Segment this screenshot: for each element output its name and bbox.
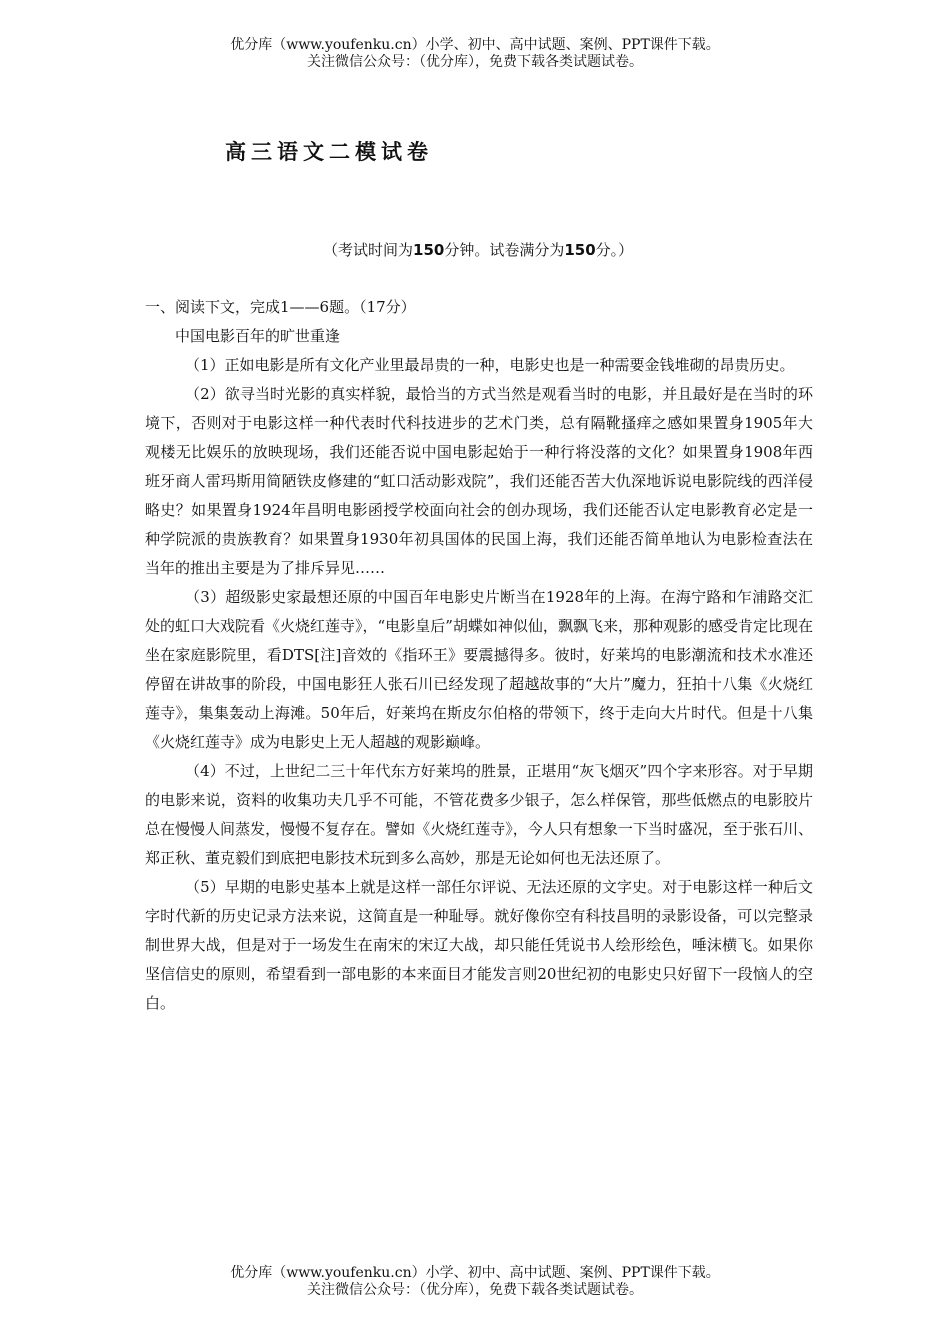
exam-info: [323, 239, 633, 260]
exam-score-value: 150: [564, 241, 596, 259]
paragraph-1: （1）正如电影是所有文化产业里最昂贵的一种，电影史也是一种需要金钱堆砌的昂贵历史。: [185, 356, 795, 374]
reading-section: [145, 293, 813, 1018]
page-footer: [0, 1265, 950, 1299]
exam-info-prefix: （考试时间为: [323, 241, 414, 259]
exam-time-value: 150: [413, 241, 445, 259]
paragraph-5: （5）早期的电影史基本上就是这样一部任尔评说、无法还原的文字史。对于电影这样一种后文字时代新的历史记录方法来说，这简直是一种耻辱。就好像你空有科技昌明的录影设备，可以完整录制世界大战，但是对于一场发生在南宋的宋辽大战，却只能任凭说书人绘形绘色，唾沫横飞。如果你坚信信史的原则，希望看到一部电影的本来面目才能发言则20世纪初的电影史只好留下一段恼人的空白。: [145, 878, 813, 1012]
paragraph-2: （2）欲寻当时光影的真实样貌，最恰当的方式当然是观看当时的电影，并且最好是在当时的环境下，否则对于电影这样一种代表时代科技进步的艺术门类，总有隔靴搔痒之感如果置身1905年大观楼无比娱乐的放映现场，我们还能否说中国电影起始于一种行将没落的文化？如果置身1908年西班牙商人雷玛斯用简陋铁皮修建的“虹口活动影戏院”，我们还能否苦大仇深地诉说电影院线的西洋侵略史？如果置身1924年昌明电影函授学校面向社会的创办现场，我们还能否认定电影教育必定是一种学院派的贵族教育？如果置身1930年初具国体的民国上海，我们还能否简单地认为电影检查法在当年的推出主要是为了排斥异见……: [145, 385, 813, 577]
footer-line-1: 优分库（www.youfenku.cn）小学、初中、高中试题、案例、PPT课件下载。: [230, 1265, 720, 1281]
paragraph-3: （3）超级影史家最想还原的中国百年电影史片断当在1928年的上海。在海宁路和乍浦路交汇处的虹口大戏院看《火烧红莲寺》，“电影皇后”胡蝶如神似仙，飘飘飞来，那种观影的感受肯定比现在坐在家庭影院里，看DTS[注]音效的《指环王》要震撼得多。彼时，好莱坞的电影潮流和技术水准还停留在讲故事的阶段，中国电影狂人张石川已经发现了超越故事的“大片”魔力，狂拍十八集《火烧红莲寺》，集集轰动上海滩。50年后，好莱坞在斯皮尔伯格的带领下，终于走向大片时代。但是十八集《火烧红莲寺》成为电影史上无人超越的观影巅峰。: [145, 588, 813, 751]
exam-info-suffix: 分。）: [595, 241, 634, 259]
header-line-2: 关注微信公众号：（优分库），免费下载各类试题试卷。: [307, 54, 643, 70]
page-header: [0, 37, 950, 71]
paragraph-4: （4）不过，上世纪二三十年代东方好莱坞的胜景，正堪用“灰飞烟灭”四个字来形容。对于早期的电影来说，资料的收集功夫几乎不可能，不管花费多少银子，怎么样保管，那些低燃点的电影胶片总在慢慢人间蒸发，慢慢不复存在。譬如《火烧红莲寺》，今人只有想象一下当时盛况，至于张石川、郑正秋、董克毅们到底把电影技术玩到多么高妙，那是无论如何也无法还原了。: [145, 762, 813, 867]
document-title: 高三语文二模试卷: [225, 140, 433, 164]
article-title: 中国电影百年的旷世重逢: [175, 327, 341, 345]
section-heading: 一、阅读下文，完成1——6题。（17分）: [145, 298, 416, 316]
footer-line-2: 关注微信公众号：（优分库），免费下载各类试题试卷。: [307, 1282, 643, 1298]
exam-info-mid: 分钟。试卷满分为: [444, 241, 565, 259]
header-line-1: 优分库（www.youfenku.cn）小学、初中、高中试题、案例、PPT课件下载。: [230, 37, 720, 53]
